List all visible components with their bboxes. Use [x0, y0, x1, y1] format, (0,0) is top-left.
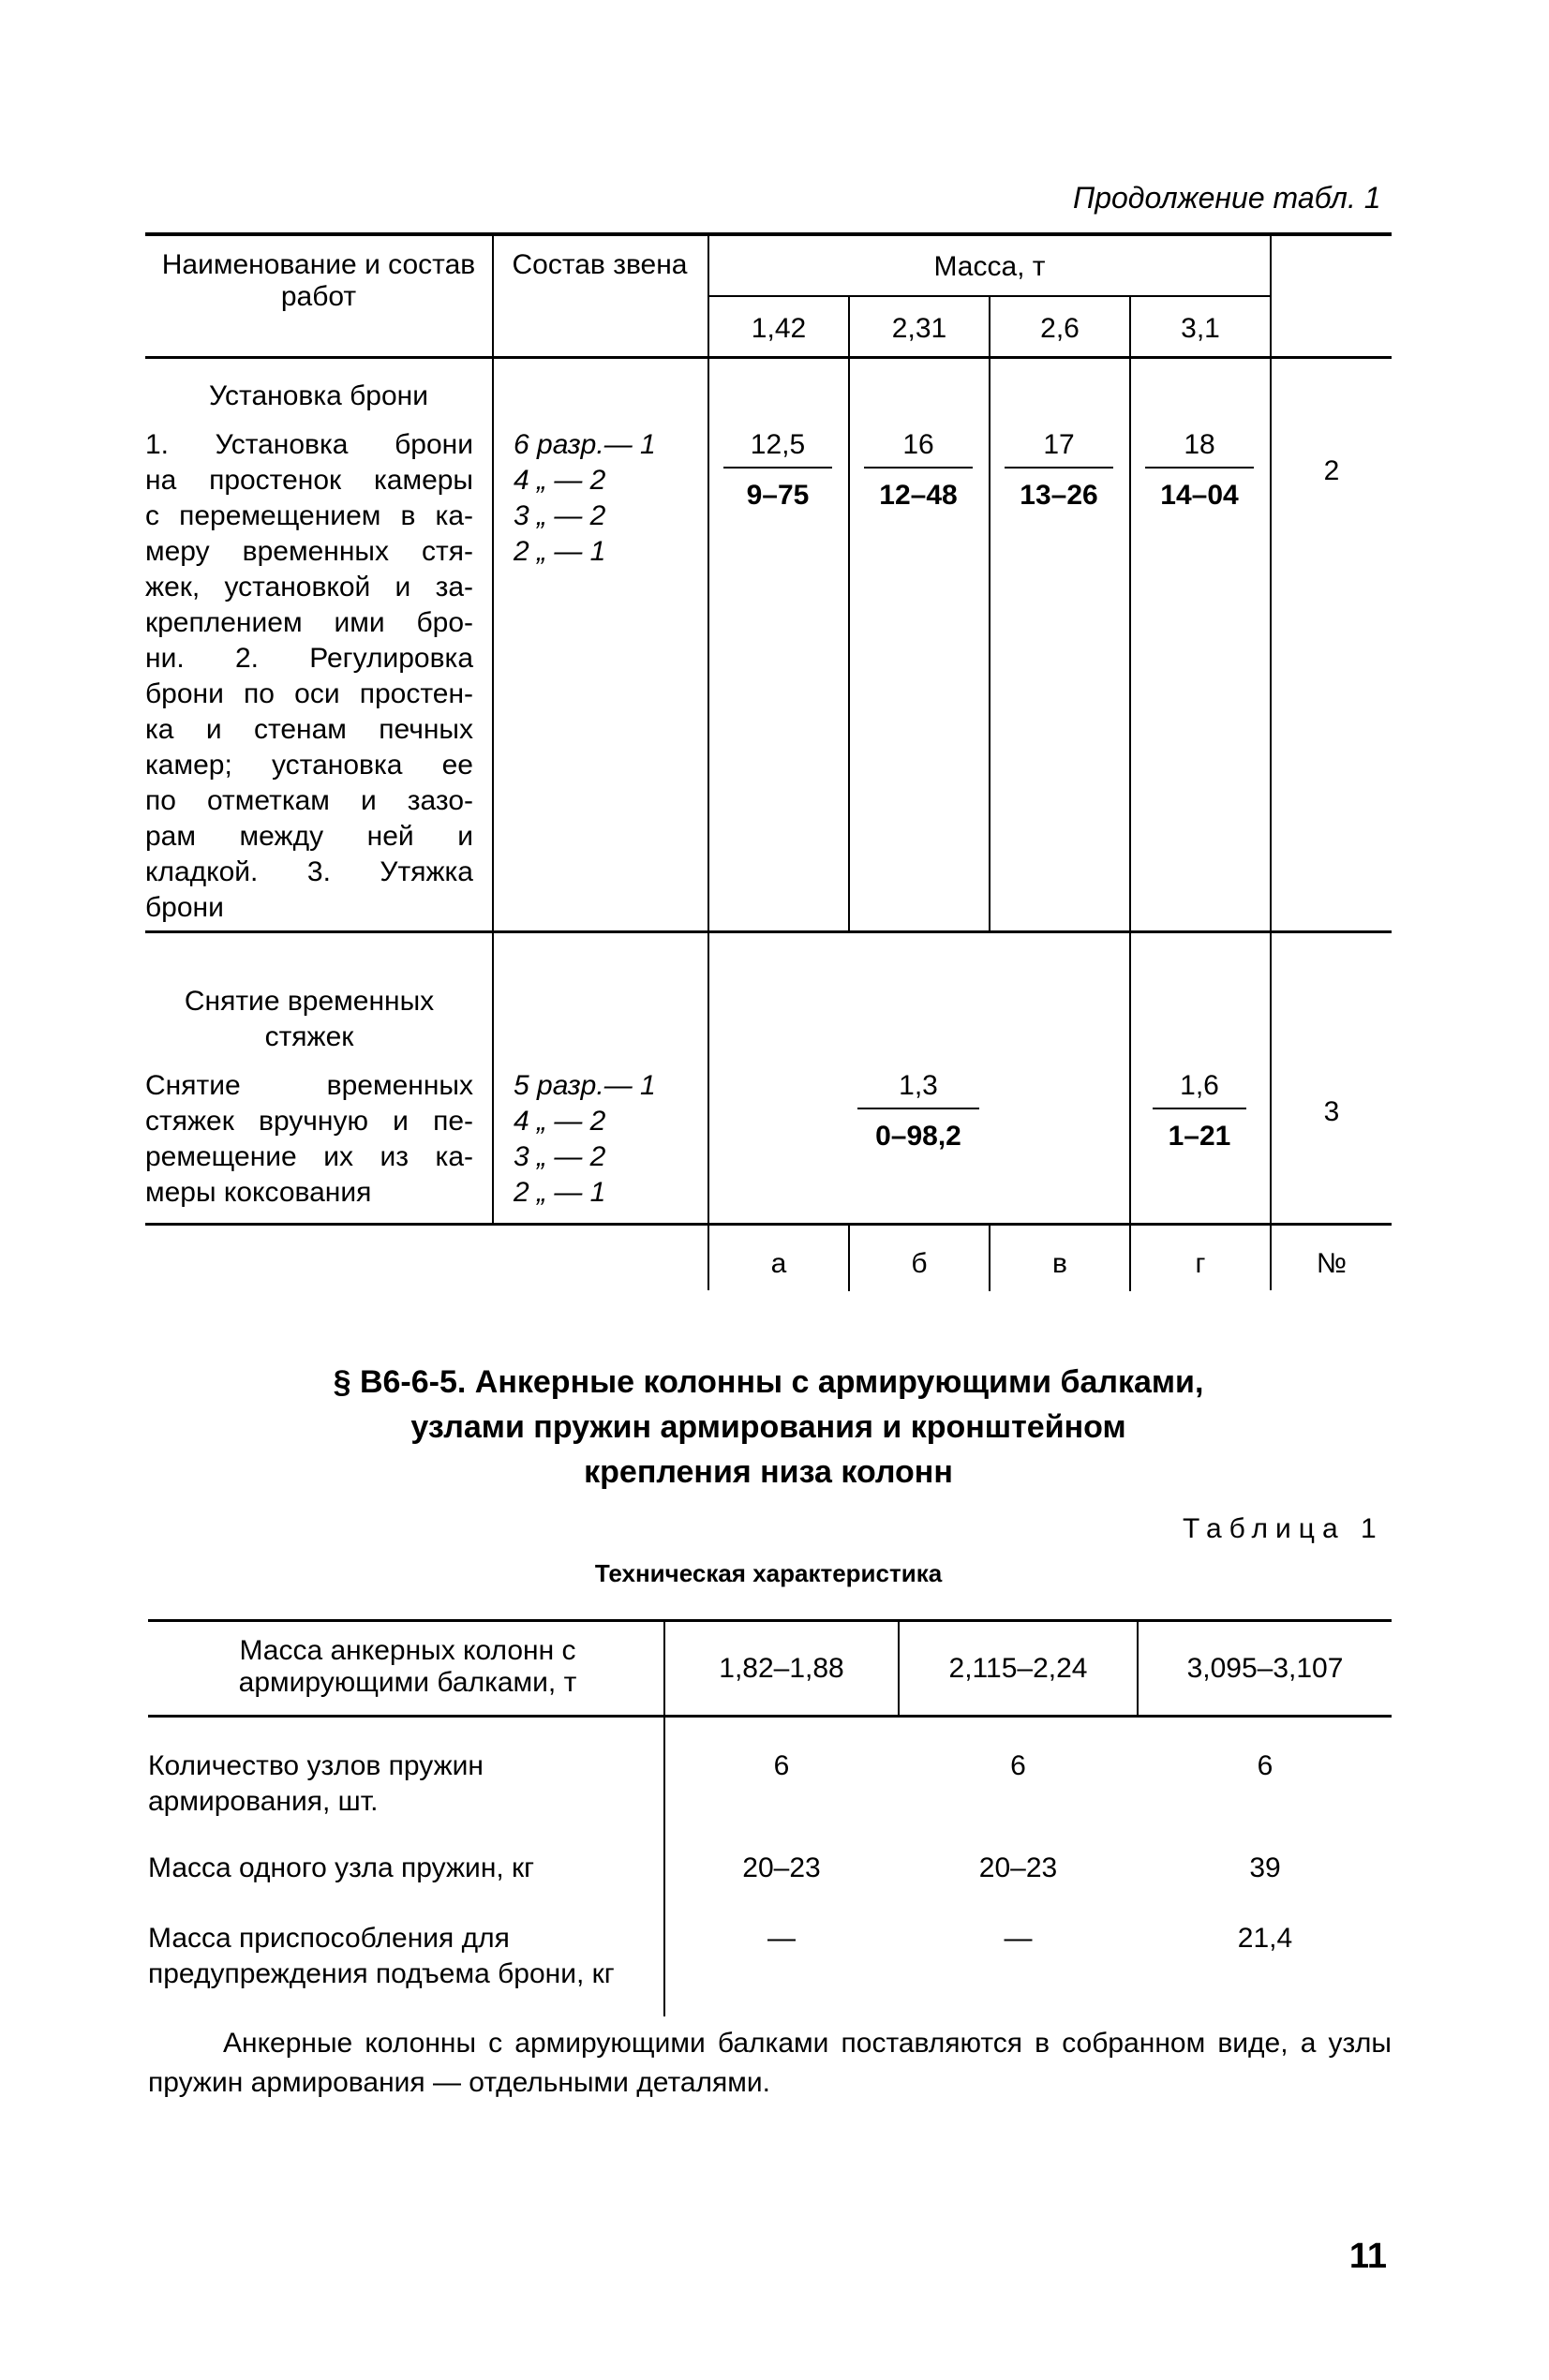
norm-value-a: 12,5 9–75 — [723, 427, 832, 513]
norm-value-d: 1,6 1–21 — [1153, 1068, 1246, 1154]
table1-section-rule — [145, 930, 1392, 933]
table2-cell: 6 — [773, 1750, 790, 1781]
table2-cell: — — [767, 1923, 796, 1954]
table2-header-rule — [148, 1715, 1392, 1718]
table1-bottom-rule — [145, 1223, 1392, 1226]
norm-value-c: 17 13–26 — [1005, 427, 1113, 513]
table2-cell: 39 — [1249, 1852, 1281, 1883]
footer-letter-v: в — [1052, 1248, 1067, 1279]
section-title: Снятие временных стяжек — [184, 986, 435, 1052]
mass-col-2: 2,31 — [891, 313, 947, 344]
note-paragraph: Анкерные колонны с армирующими балками поставляются в собранном виде, а узлы пружин армирования — отдельными деталями. — [148, 2028, 1392, 2098]
table2-cell: 6 — [1257, 1750, 1273, 1781]
table2-cell: 20–23 — [742, 1852, 821, 1883]
continuation-label: Продолжение табл. 1 — [1073, 181, 1381, 215]
row-number: 3 — [1323, 1096, 1340, 1127]
mass-col-1: 1,42 — [751, 313, 807, 344]
table2-row-label: Масса приспособления для предупреждения подъема брони, кг — [148, 1923, 615, 1989]
section-title: Установка брони — [208, 380, 428, 411]
norm-value-b: 16 12–48 — [864, 427, 973, 513]
tech-title: Техническая характеристика — [594, 1559, 943, 1587]
table2-col-2: 2,115–2,24 — [948, 1653, 1088, 1684]
page-number: 11 — [1348, 2237, 1387, 2276]
footer-letter-b: б — [911, 1248, 928, 1279]
mass-col-3: 2,6 — [1040, 313, 1080, 344]
table2-col-3: 3,095–3,107 — [1186, 1653, 1344, 1684]
norm-value-d: 18 14–04 — [1145, 427, 1254, 513]
table1-vline-6 — [1270, 234, 1272, 1290]
table1-vline-2 — [707, 234, 709, 1290]
table1-vline-4 — [989, 296, 990, 931]
section-heading-line-2: узлами пружин армирования и кронштейном — [410, 1409, 1126, 1445]
mass-header: Масса, т — [933, 251, 1046, 282]
row-number: 2 — [1323, 455, 1340, 486]
table1-header-rule — [145, 356, 1392, 359]
table2-cell: 6 — [1010, 1750, 1026, 1781]
footer-number-sign: № — [1316, 1248, 1348, 1279]
section-heading-line-1: § В6-6-5. Анкерные колонны с армирующими балками, — [333, 1364, 1204, 1400]
mass-col-4: 3,1 — [1181, 313, 1220, 344]
table2-top-rule — [148, 1619, 1392, 1622]
norm-value-ab: 1,3 0–98,2 — [857, 1068, 979, 1154]
table2-row-label: Масса одного узла пружин, кг — [148, 1852, 535, 1883]
table1-vline-3 — [848, 296, 850, 931]
table1-vline-1 — [492, 234, 494, 1225]
table2-col-1: 1,82–1,88 — [719, 1653, 844, 1684]
table2-row-label: Количество узлов пружин армирования, шт. — [148, 1750, 484, 1817]
section-heading-line-3: крепления низа колонн — [584, 1454, 953, 1490]
col-crew-header: Состав звена — [512, 249, 688, 280]
footer-letter-g: г — [1195, 1248, 1206, 1279]
table1-top-rule — [145, 232, 1392, 236]
col-name-header: Наименование и состав работ — [161, 249, 476, 312]
table2-cell: — — [1004, 1923, 1033, 1954]
footer-letter-a: а — [770, 1248, 787, 1279]
table2-header-label: Масса анкерных колонн с армирующими балками, т — [238, 1635, 577, 1698]
table-label: Таблица 1 — [1183, 1513, 1384, 1544]
table1-vline-5 — [1129, 296, 1131, 1226]
table2-cell: 21,4 — [1237, 1923, 1293, 1954]
table2-cell: 20–23 — [978, 1852, 1058, 1883]
